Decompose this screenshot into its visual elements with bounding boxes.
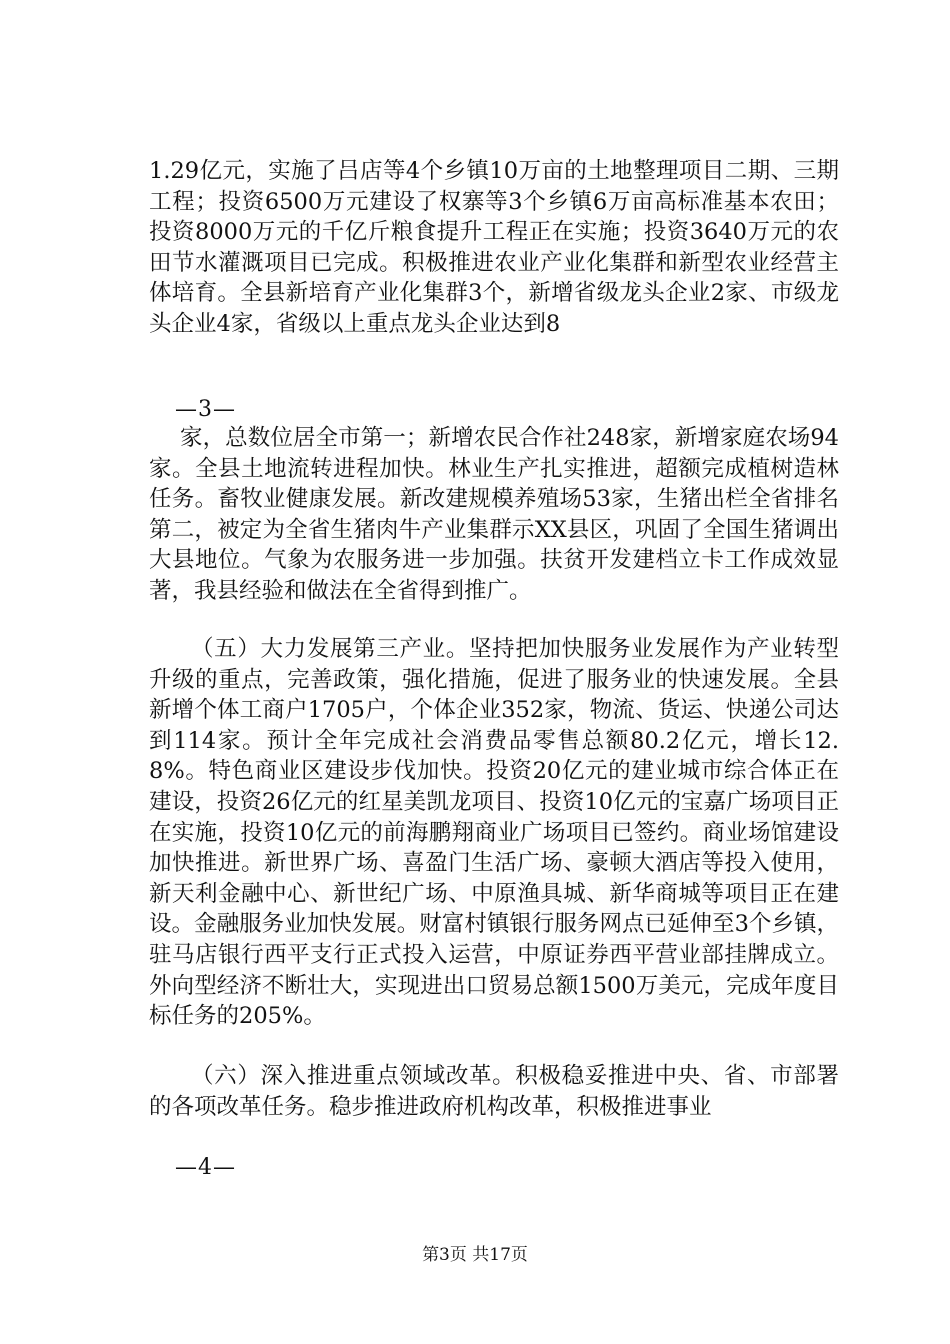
page-marker-4: —4—	[175, 1155, 236, 1180]
page-marker-3: —3—	[175, 397, 236, 422]
paragraph-1: 1.29亿元，实施了吕店等4个乡镇10万亩的土地整理项目二期、三期工程；投资6500万元建设了权寨等3个乡镇6万亩高标准基本农田；投资8000万元的千亿斤粮食提升工程正在实施；投资3640万元的农田节水灌溉项目已完成。积极推进农业产业化集群和新型农业经营主体培育。全县新培育产业化集群3个，新增省级龙头企业2家、市级龙头企业4家，省级以上重点龙头企业达到8	[149, 158, 839, 337]
paragraph-2: 家，总数位居全市第一；新增农民合作社248家，新增家庭农场94家。全县土地流转进程加快。林业生产扎实推进，超额完成植树造林任务。畜牧业健康发展。新改建规模养殖场53家，生猪出栏全省排名第二，被定为全省生猪肉牛产业集群示XX县区，巩固了全国生猪调出大县地位。气象为农服务进一步加强。扶贫开发建档立卡工作成效显著，我县经验和做法在全省得到推广。	[149, 425, 839, 604]
page-footer: 第3页 共17页	[422, 1245, 528, 1265]
paragraph-3: （五）大力发展第三产业。坚持把加快服务业发展作为产业转型升级的重点，完善政策，强化措施，促进了服务业的快速发展。全县新增个体工商户1705户，个体企业352家，物流、货运、快递公司达到114家。预计全年完成社会消费品零售总额80.2亿元，增长12.8%。特色商业区建设步伐加快。投资20亿元的建业城市综合体正在建设，投资26亿元的红星美凯龙项目、投资10亿元的宝嘉广场项目正在实施，投资10亿元的前海鹏翔商业广场项目已签约。商业场馆建设加快推进。新世界广场、喜盈门生活广场、豪顿大酒店等投入使用，新天利金融中心、新世纪广场、中原渔具城、新华商城等项目正在建设。金融服务业加快发展。财富村镇银行服务网点已延伸至3个乡镇，驻马店银行西平支行正式投入运营，中原证券西平营业部挂牌成立。外向型经济不断壮大，实现进出口贸易总额1500万美元，完成年度目标任务的205%。	[149, 636, 839, 1030]
paragraph-4: （六）深入推进重点领域改革。积极稳妥推进中央、省、市部署的各项改革任务。稳步推进政府机构改革，积极推进事业	[149, 1063, 839, 1120]
